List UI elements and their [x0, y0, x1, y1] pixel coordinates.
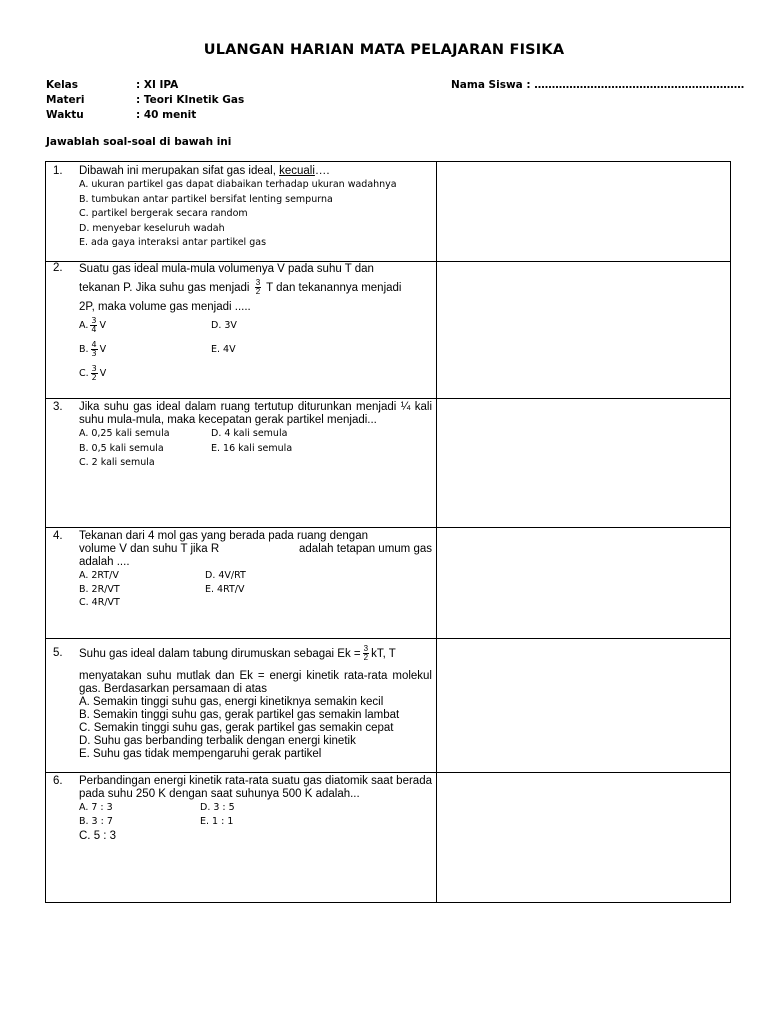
- option-row: [79, 362, 432, 386]
- stem-text: tekanan P. Jika suhu gas menjadi: [79, 282, 250, 294]
- option-d: D. menyebar keseluruh wadah: [79, 222, 225, 234]
- nama-siswa-field: Nama Siswa : ……………………………………………………: [451, 79, 745, 91]
- option-d: D. 4 kali semula: [211, 428, 288, 439]
- option-e: E. Suhu gas tidak mempengaruhi gerak partikel: [79, 748, 322, 760]
- question-number: 3.: [53, 401, 63, 413]
- option-c: [79, 362, 106, 386]
- question-2: [52, 262, 432, 386]
- fraction-den: 3: [91, 349, 97, 358]
- option-c: C. Semakin tinggi suhu gas, gerak partikel gas semakin cepat: [79, 722, 394, 734]
- stem-text: Suhu gas ideal dalam tabung dirumuskan sebagai Ek =: [79, 648, 361, 660]
- option-e: E. 4V: [211, 344, 236, 355]
- question-number: 5.: [53, 647, 63, 659]
- options: [79, 696, 432, 761]
- option-row: [79, 801, 432, 815]
- stem-text: ….: [314, 165, 330, 177]
- option-b: B. 0,5 kali semula: [79, 442, 164, 454]
- question-stem: Jika suhu gas ideal dalam ruang tertutup diturunkan menjadi ¼ kali suhu mula-mula, maka kecepatan gerak partikel menjadi...: [79, 401, 432, 426]
- fraction-num: 4: [91, 340, 97, 349]
- option-e: E. ada gaya interaksi antar partikel gas: [79, 237, 267, 248]
- option-row: [79, 314, 432, 338]
- option-row: [79, 596, 432, 610]
- option-a: A. 2RT/V: [79, 570, 119, 581]
- stem-text: volume V dan suhu T jika R: [79, 543, 220, 555]
- fraction-den: 4: [91, 325, 97, 334]
- option-row: [79, 815, 432, 829]
- option-d: D. 3V: [211, 320, 237, 331]
- option-letter: A.: [79, 320, 89, 331]
- question-6: [52, 775, 432, 843]
- stem-text: T dan tekanannya menjadi: [266, 282, 402, 294]
- row-divider: [46, 398, 730, 399]
- fraction-num: 3: [363, 644, 369, 654]
- row-divider: [46, 638, 730, 639]
- materi-label: Materi: [46, 94, 85, 106]
- option-letter: C.: [79, 368, 89, 379]
- stem-text: kT, T: [371, 648, 396, 660]
- option-e: E. 4RT/V: [205, 583, 245, 595]
- question-table: [45, 161, 731, 903]
- option-b: B. 3 : 7: [79, 816, 113, 827]
- option-e: E. 1 : 1: [200, 816, 234, 827]
- question-3: [52, 401, 432, 471]
- option-unit: V: [99, 320, 106, 331]
- question-4: [52, 530, 432, 610]
- stem-line: 2P, maka volume gas menjadi .....: [79, 301, 251, 313]
- fraction-num: 3: [255, 278, 261, 288]
- question-number: 1.: [53, 165, 63, 177]
- option-row: [79, 427, 432, 442]
- option-c: C. 5 : 3: [79, 830, 117, 842]
- options: [79, 314, 432, 386]
- option-a: A. Semakin tinggi suhu gas, energi kinetiknya semakin kecil: [79, 696, 384, 708]
- option-a: [79, 314, 106, 338]
- instruction: Jawablah soal-soal di bawah ini: [46, 136, 232, 148]
- fraction-den: 2: [91, 373, 97, 382]
- options: [79, 178, 432, 251]
- column-divider: [436, 162, 437, 902]
- stem-line: Tekanan dari 4 mol gas yang berada pada ruang dengan: [79, 530, 368, 542]
- options: [79, 801, 432, 843]
- option-row: [79, 338, 432, 362]
- option-d: D. 4V/RT: [205, 570, 246, 581]
- question-number: 2.: [53, 262, 63, 274]
- fraction-den: 2: [363, 653, 369, 663]
- page-title: ULANGAN HARIAN MATA PELAJARAN FISIKA: [203, 42, 565, 58]
- option-a: A. 0,25 kali semula: [79, 428, 170, 439]
- question-number: 4.: [53, 530, 63, 542]
- stem-line: Suatu gas ideal mula-mula volumenya V pada suhu T dan: [79, 263, 374, 275]
- stem-line: [79, 543, 432, 556]
- option-b: [79, 338, 106, 362]
- option-row: [79, 583, 432, 597]
- fraction: [91, 341, 98, 358]
- question-number: 6.: [53, 775, 63, 787]
- options: [79, 427, 432, 471]
- stem-underline: kecuali: [279, 165, 315, 177]
- fraction: [255, 279, 261, 296]
- option-d: D. Suhu gas berbanding terbalik dengan energi kinetik: [79, 735, 356, 747]
- option-row: [79, 569, 432, 583]
- option-c: C. 2 kali semula: [79, 457, 155, 468]
- stem-line: [79, 640, 432, 668]
- option-e: E. 16 kali semula: [211, 442, 293, 454]
- materi-value: : Teori KInetik Gas: [136, 94, 245, 106]
- option-b: B. 2R/VT: [79, 583, 120, 595]
- fraction: [91, 365, 98, 382]
- kelas-value: : XI IPA: [136, 79, 179, 91]
- stem-text: adalah tetapan umum gas: [299, 543, 432, 555]
- fraction-num: 3: [91, 364, 97, 373]
- waktu-label: Waktu: [46, 109, 84, 121]
- stem-text: Dibawah ini merupakan sifat gas ideal,: [79, 165, 280, 177]
- option-row: [79, 442, 432, 457]
- stem-line: menyatakan suhu mutlak dan Ek = energi kinetik rata-rata molekul gas. Berdasarkan persamaan di atas: [79, 670, 432, 695]
- row-divider: [46, 527, 730, 528]
- option-unit: V: [99, 368, 107, 379]
- question-stem: [79, 530, 432, 569]
- stem-line: [79, 276, 432, 300]
- option-a: A. ukuran partikel gas dapat diabaikan terhadap ukuran wadahnya: [79, 179, 397, 190]
- option-b: B. tumbukan antar partikel bersifat lenting sempurna: [79, 193, 333, 205]
- option-c: C. 4R/VT: [79, 597, 120, 608]
- fraction-num: 3: [91, 316, 97, 325]
- fraction-den: 2: [255, 287, 261, 297]
- question-5: [52, 640, 432, 761]
- options: [79, 569, 432, 610]
- option-unit: V: [99, 344, 107, 355]
- option-a: A. 7 : 3: [79, 802, 113, 813]
- question-stem: [79, 640, 432, 696]
- option-row: [79, 456, 432, 471]
- question-1: [52, 165, 432, 251]
- question-stem: [79, 262, 432, 314]
- option-b: B. Semakin tinggi suhu gas, gerak partikel gas semakin lambat: [79, 709, 400, 721]
- option-c: C. partikel bergerak secara random: [79, 208, 248, 219]
- question-stem: Perbandingan energi kinetik rata-rata suatu gas diatomik saat berada pada suhu 250 K dengan saat suhunya 500 K adalah...: [79, 775, 432, 800]
- question-stem: [79, 165, 432, 178]
- kelas-label: Kelas: [46, 79, 79, 91]
- fraction: [90, 317, 97, 334]
- fraction: [363, 645, 369, 662]
- row-divider: [46, 772, 730, 773]
- waktu-value: : 40 menit: [136, 109, 197, 121]
- stem-line: adalah ....: [79, 556, 130, 568]
- option-letter: B.: [79, 344, 89, 355]
- option-d: D. 3 : 5: [200, 802, 235, 813]
